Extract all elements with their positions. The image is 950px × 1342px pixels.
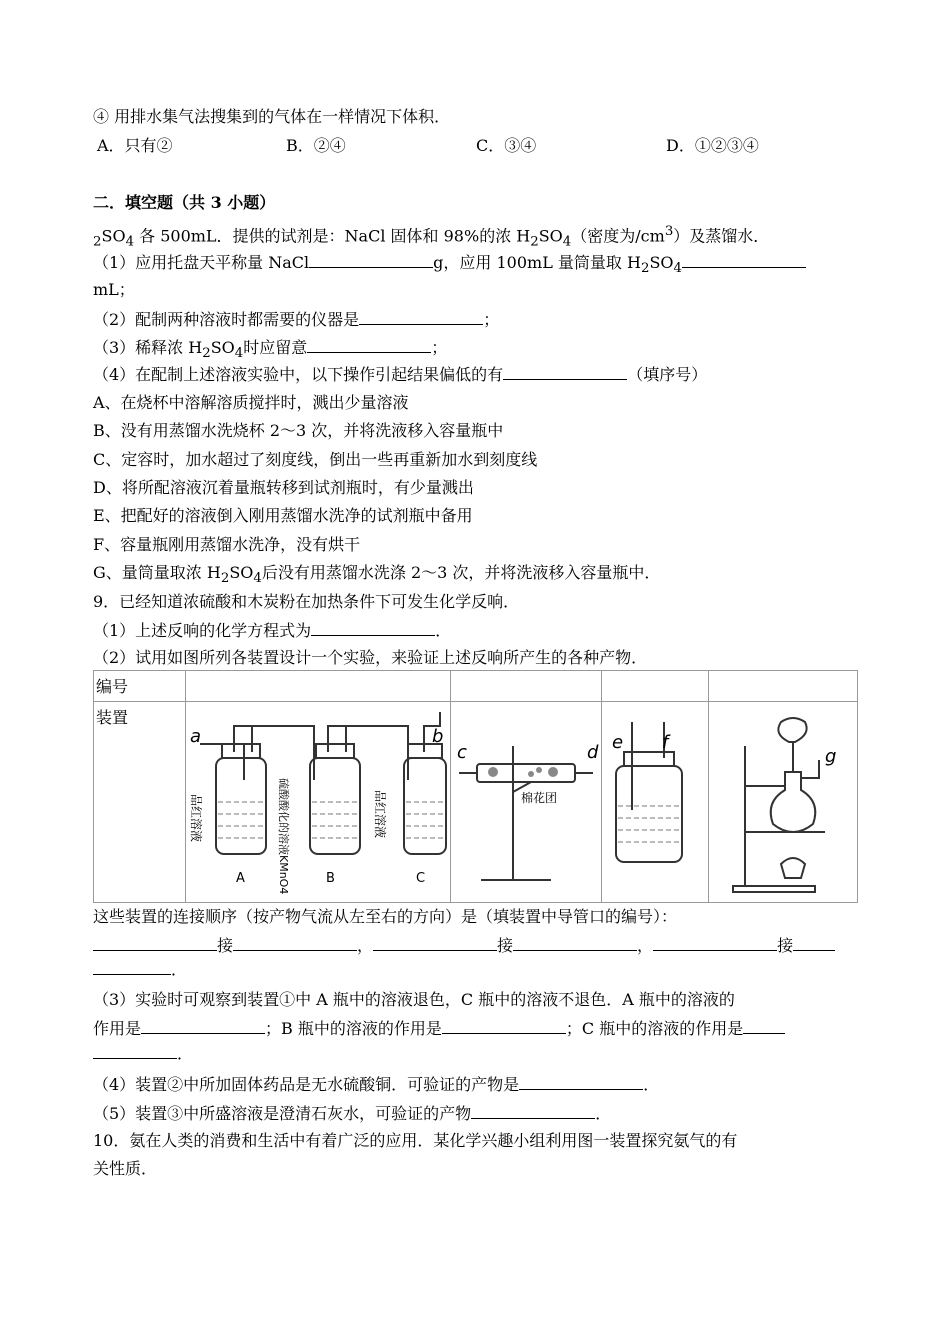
q9-part-3-tail: ．	[93, 1043, 193, 1064]
port-e-label: e	[612, 732, 624, 753]
table-row-label: 装置	[94, 702, 186, 903]
q9-part-5: （5）装置③中所盛溶液是澄清石灰水，可验证的产物 ．	[93, 1104, 612, 1123]
bottle-c-label: C	[416, 871, 426, 886]
q8-part-3: （3）稀释浓 $H_2SO_4$时应留意 ；	[93, 338, 448, 362]
q8-choice-d: D、将所配溶液沉着量瓶转移到试剂瓶时，有少量溅出	[93, 478, 474, 497]
port-d-label: d	[587, 742, 599, 763]
apparatus-table	[93, 670, 858, 903]
q9-part-4: （4）装置②中所加固体药品是无水硫酸铜．可验证的产物是 ．	[93, 1075, 660, 1094]
q9-part-2: （2）试用如图所列各装置设计一个实验，来验证上述反响所产生的各种产物．	[93, 648, 648, 667]
q8-intro: $_2SO_4$ 各 500mL．提供的试剂是：NaCl 固体和 98%的浓 $H_2SO_4$（密度为$/cm^3$）及蒸馏水．	[93, 224, 770, 250]
q9-part-1: （1）上述反响的化学方程式为 ．	[93, 621, 452, 640]
port-a-label: a	[190, 726, 202, 747]
q8-part-4: （4）在配制上述溶液实验中，以下操作引起结果偏低的有 （填序号）	[93, 365, 708, 384]
pinhong-label-c: 品红溶液	[373, 790, 387, 839]
apparatus-3-bottle	[602, 702, 709, 903]
wash-bottles-diagram	[186, 702, 450, 898]
apparatus-1-bottles	[186, 702, 451, 903]
cotton-label: 棉花团	[521, 791, 558, 805]
limewater-bottle-diagram	[602, 702, 708, 898]
gas-generator-diagram	[709, 702, 857, 898]
q9-part-3: （3）实验时可观察到装置①中 A 瓶中的溶液退色，C 瓶中的溶液不退色．A 瓶中的溶液的	[93, 990, 735, 1009]
q10-line-2: 关性质．	[93, 1159, 158, 1178]
bottle-b-label: B	[326, 871, 335, 886]
q10-line-1: 10．氨在人类的消费和生活中有着广泛的应用．某化学兴趣小组利用图一装置探究氨气的有	[93, 1131, 738, 1150]
q9-order-prompt: 这些装置的连接顺序（按产物气流从左至右的方向）是（填装置中导管口的编号）：	[93, 907, 678, 926]
q7-item-4: ④ 用排水集气法搜集到的气体在一样情况下体积．	[93, 107, 451, 126]
bottle-a-label: A	[236, 871, 245, 886]
q8-choice-g: G、量筒量取浓 $H_2SO_4$后没有用蒸馏水洗涤 2～3 次，并将洗液移入容量瓶中．	[93, 563, 661, 587]
port-c-label: c	[457, 742, 467, 763]
q8-part-1: （1）应用托盘天平称量 NaCl g，应用 100mL 量筒量取 $H_2SO_4$	[93, 252, 806, 279]
q7-option-d: D．①②③④	[666, 136, 759, 155]
kmno4-label: 硫酸酸化的溶液KMnO4	[277, 778, 290, 895]
q9-stem: 9．已经知道浓硫酸和木炭粉在加热条件下可发生化学反响．	[93, 592, 520, 611]
q9-order-tail: ．	[93, 959, 187, 980]
port-b-label: b	[432, 726, 444, 747]
section-title: 二．填空题（共 3 小题）	[93, 193, 276, 212]
q8-choice-f: F、容量瓶刚用蒸馏水洗净，没有烘干	[93, 535, 361, 554]
q9-part-3-blanks: 作用是 ；B 瓶中的溶液的作用是 ；C 瓶中的溶液的作用是	[93, 1018, 785, 1039]
q7-option-c: C．③④	[476, 136, 537, 155]
q8-choice-c: C、定容时，加水超过了刻度线，倒出一些再重新加水到刻度线	[93, 450, 538, 469]
pinhong-label-a: 品红溶液	[189, 794, 203, 843]
table-header-label: 编号	[94, 671, 186, 702]
apparatus-2-drying-tube	[451, 702, 602, 903]
apparatus-4-generator	[709, 702, 858, 903]
q8-choice-a: A、在烧杯中溶解溶质搅拌时，溅出少量溶液	[93, 393, 409, 412]
port-g-label: g	[825, 746, 837, 767]
q8-part-1-unit: mL；	[93, 280, 135, 299]
port-f-label: f	[662, 732, 669, 753]
q7-option-b: B．②④	[286, 136, 346, 155]
drying-tube-diagram	[451, 702, 601, 898]
q8-choice-b: B、没有用蒸馏水洗烧杯 2～3 次，并将洗液移入容量瓶中	[93, 421, 504, 440]
q8-choice-e: E、把配好的溶液倒入刚用蒸馏水洗净的试剂瓶中备用	[93, 506, 473, 525]
q8-part-2: （2）配制两种溶液时都需要的仪器是 ；	[93, 310, 500, 329]
q7-option-a: A．只有②	[97, 136, 173, 155]
q9-order-blanks: 接 ， 接 ， 接	[93, 935, 835, 956]
